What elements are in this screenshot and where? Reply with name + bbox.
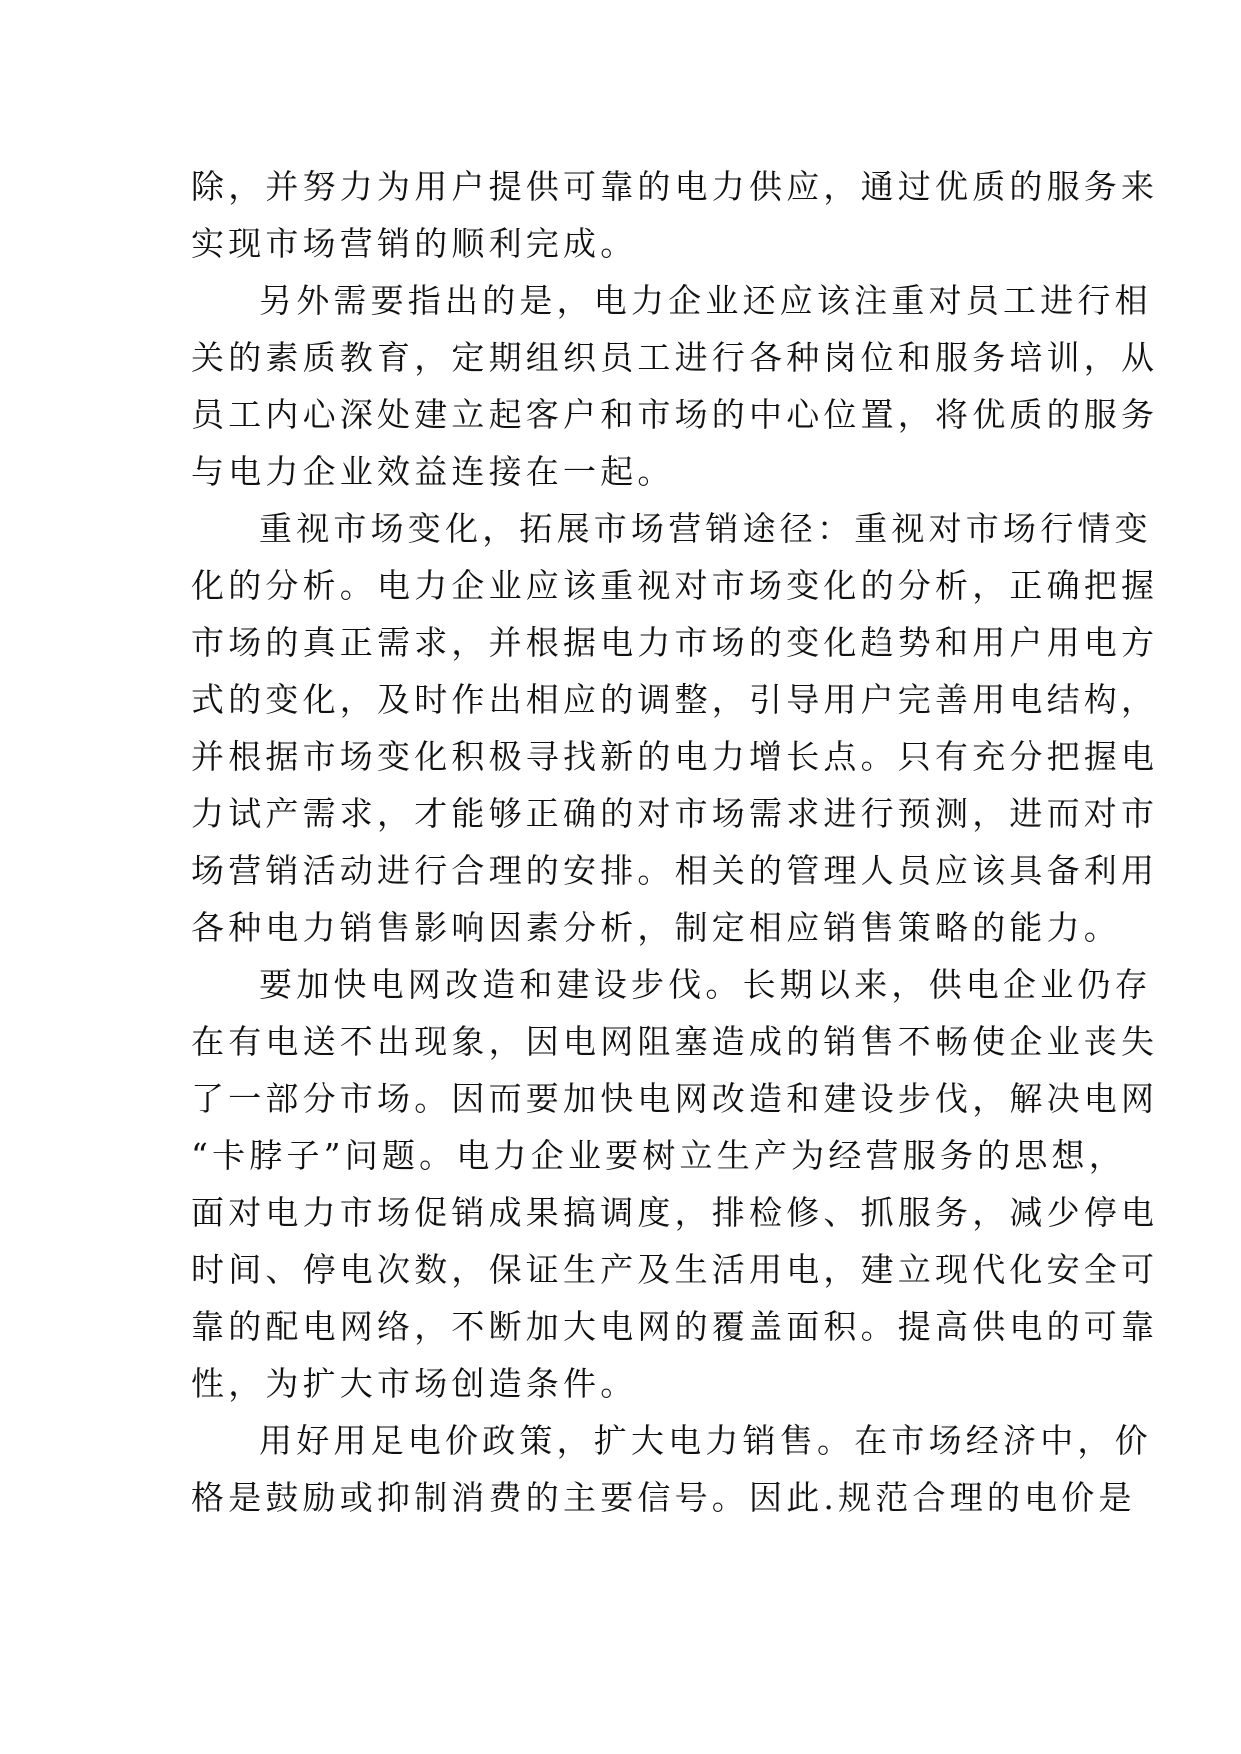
text-line: 力试产需求，才能够正确的对市场需求进行预测，进而对市 (191, 794, 1159, 833)
text-line: 关的素质教育，定期组织员工进行各种岗位和服务培训，从 (191, 338, 1159, 377)
text-line: 格是鼓励或抑制消费的主要信号。因此.规范合理的电价是 (191, 1478, 1136, 1517)
text-line: 并根据市场变化积极寻找新的电力增长点。只有充分把握电 (191, 737, 1159, 776)
text-line: 在有电送不出现象，因电网阻塞造成的销售不畅使企业丧失 (191, 1022, 1159, 1061)
text-line: 面对电力市场促销成果搞调度，排检修、抓服务，减少停电 (191, 1193, 1159, 1232)
text-line: 式的变化，及时作出相应的调整，引导用户完善用电结构， (191, 680, 1159, 719)
body-text (191, 158, 1159, 1526)
text-line: 员工内心深处建立起客户和市场的中心位置，将优质的服务 (191, 395, 1159, 434)
text-line: 了一部分市场。因而要加快电网改造和建设步伐，解决电网 (191, 1079, 1159, 1118)
text-line: 化的分析。电力企业应该重视对市场变化的分析，正确把握 (191, 566, 1159, 605)
text-line: “卡脖子”问题。电力企业要树立生产为经营服务的思想， (191, 1136, 1126, 1175)
text-line: 性，为扩大市场创造条件。 (191, 1364, 638, 1403)
text-line: 场营销活动进行合理的安排。相关的管理人员应该具备利用 (191, 851, 1159, 890)
text-line: 除，并努力为用户提供可靠的电力供应，通过优质的服务来 (191, 167, 1159, 206)
text-line: 实现市场营销的顺利完成。 (191, 224, 638, 263)
paragraph-first-line: 用好用足电价政策，扩大电力销售。在市场经济中，价 (259, 1421, 1152, 1460)
text-line: 靠的配电网络，不断加大电网的覆盖面积。提高供电的可靠 (191, 1307, 1159, 1346)
paragraph-first-line: 另外需要指出的是，电力企业还应该注重对员工进行相 (259, 281, 1152, 320)
text-line: 各种电力销售影响因素分析，制定相应销售策略的能力。 (191, 908, 1121, 947)
text-line: 时间、停电次数，保证生产及生活用电，建立现代化安全可 (191, 1250, 1159, 1289)
text-line: 与电力企业效益连接在一起。 (191, 452, 675, 491)
paragraph-first-line: 要加快电网改造和建设步伐。长期以来，供电企业仍存 (259, 965, 1152, 1004)
paragraph-first-line: 重视市场变化，拓展市场营销途径：重视对市场行情变 (259, 509, 1152, 548)
text-line: 市场的真正需求，并根据电力市场的变化趋势和用户用电方 (191, 623, 1159, 662)
